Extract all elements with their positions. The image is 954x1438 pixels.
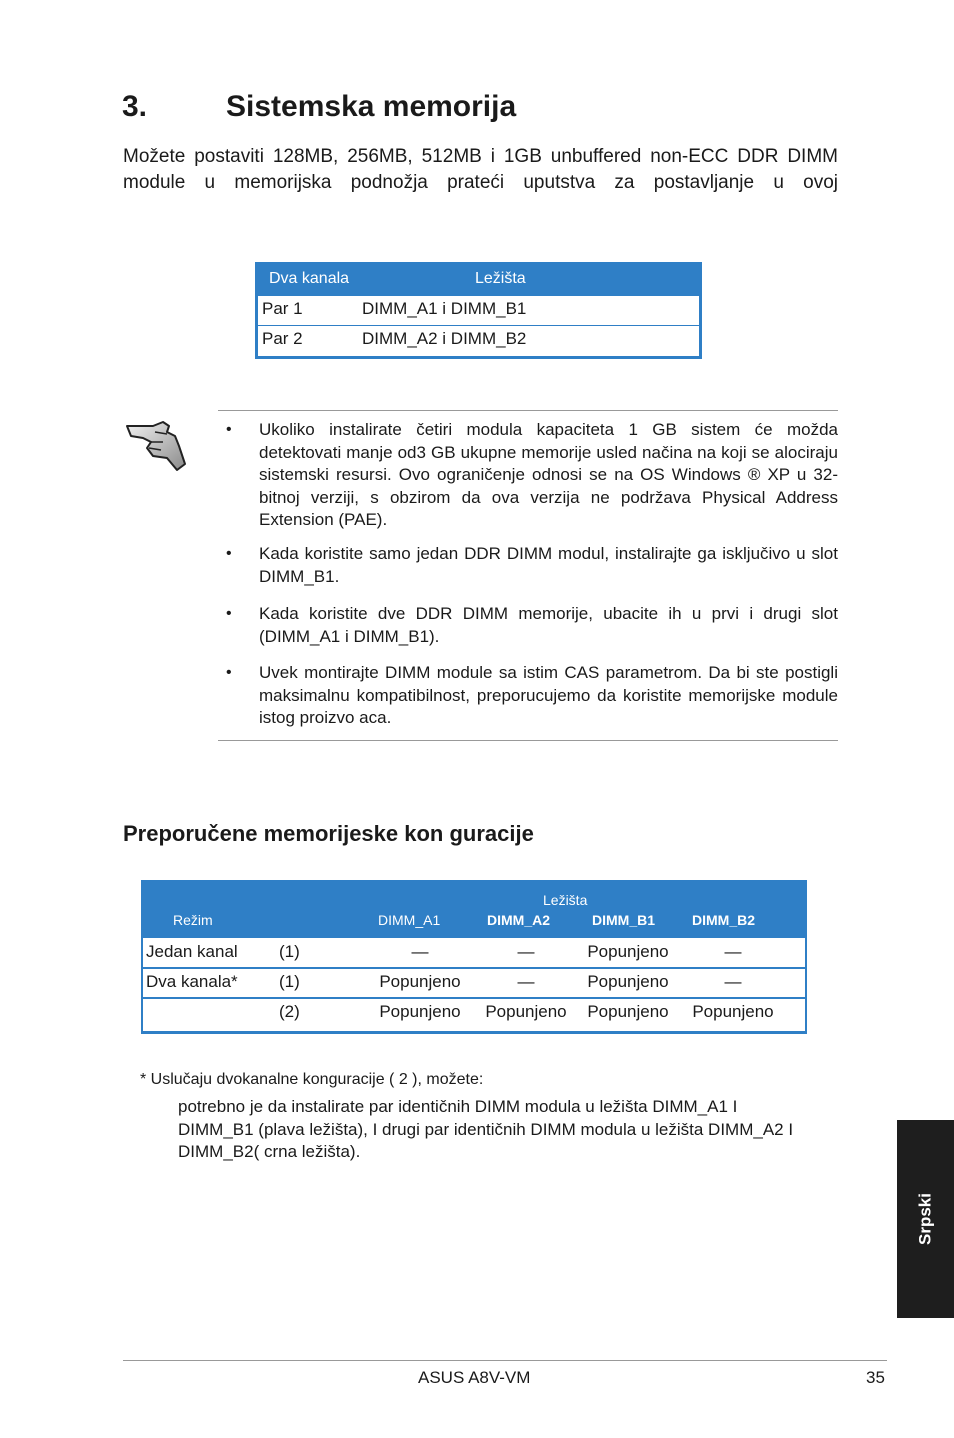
note-divider-bottom [218,740,838,741]
table-row [258,326,699,355]
cell-a1: — [411,942,429,961]
cell-b2: — [724,972,742,991]
cell-pair: Par 1 [262,299,303,318]
cell-sub: (1) [279,942,300,961]
page-number: 35 [866,1368,885,1387]
bullet: • [226,664,232,681]
cell-sub: (2) [279,1002,300,1021]
cell-sub: (1) [279,972,300,991]
footnote-title: * Uslučaju dvokanalne konguracije ( 2 ), možete: [140,1071,484,1088]
cell-a1: Popunjeno [379,972,461,991]
table-row [258,296,699,326]
note-item-4: Uvek montirajte DIMM module sa istim CAS parametrom. Da bi ste postigli maksimalnu kompatibilnost, preporucujemo da koristite memorijske module istog proizvo aca. [259,663,838,727]
header-slots-group: Ležišta [543,892,588,908]
intro-paragraph: Možete postaviti 128MB, 256MB, 512MB i 1GB unbuffered non-ECC DDR DIMM module u memorijska podnožja prateći uputstva za postavljanje u ovoj [123,146,838,193]
header-dimm-a1: DIMM_A1 [378,912,441,928]
config-table-body [143,938,805,1031]
header-slots: Ležišta [475,270,526,287]
cell-b1: Popunjeno [587,972,669,991]
cell-slots: DIMM_A1 i DIMM_B1 [362,299,527,318]
header-dimm-a2: DIMM_A2 [487,912,551,928]
bullet: • [226,545,232,562]
cell-b1: Popunjeno [587,942,669,961]
hand-pointing-icon [123,412,187,474]
cell-mode: Dva kanala* [146,972,238,991]
header-mode: Režim [173,912,213,928]
header-dimm-b2: DIMM_B2 [692,912,756,928]
bullet: • [226,605,232,622]
table-row [143,938,805,969]
section-number: 3. [122,90,148,123]
footer-product: ASUS A8V-VM [418,1368,531,1387]
channels-table-header [255,262,702,296]
subheading: Preporučene memorijeske kon guracije [123,821,534,846]
cell-a2: Popunjeno [485,1002,567,1021]
config-table [141,880,807,1034]
note-divider-top [218,410,838,411]
language-tab-label: Srpski [915,1193,935,1245]
note-item-3: Kada koristite dve DDR DIMM memorije, ubacite ih u prvi i drugi slot (DIMM_A1 i DIMM_B1). [259,604,838,646]
bullet: • [226,421,232,438]
cell-slots: DIMM_A2 i DIMM_B2 [362,329,527,348]
table-row [143,998,805,1027]
cell-b2: — [724,942,742,961]
cell-a2: — [517,942,535,961]
section-title: Sistemska memorija [226,90,517,123]
cell-b2: Popunjeno [692,1002,774,1021]
cell-a2: — [517,972,535,991]
cell-mode: Jedan kanal [146,942,238,961]
channels-table-body [258,296,699,356]
header-channels: Dva kanala [269,270,350,287]
cell-a1: Popunjeno [379,1002,461,1021]
channels-table [255,262,702,359]
footnote-body: potrebno je da instalirate par identičnih DIMM modula u ležišta DIMM_A1 I DIMM_B1 (plava ležišta), I drugi par identičnih DIMM modula u ležišta DIMM_A2 I DIMM_B2( crna ležišta). [178,1097,794,1161]
table-row [143,968,805,999]
language-tab [897,1120,954,1318]
header-dimm-b1: DIMM_B1 [592,912,656,928]
footer-divider [123,1360,887,1361]
cell-b1: Popunjeno [587,1002,669,1021]
note-item-2: Kada koristite samo jedan DDR DIMM modul, instalirajte ga isključivo u slot DIMM_B1. [259,544,838,586]
note-item-1: Ukoliko instalirate četiri modula kapaciteta 1 GB sistem će možda detektovati manje od3 GB ukupne memorije usled načina na koji se alociraju sistemski resursi. Ovo ograničenje odnosi se na OS Windows ® XP u 32-bitnoj verziji, s obzirom da ova verzija ne podržava Physical Address Extension (PAE). [259,420,838,529]
cell-pair: Par 2 [262,329,303,348]
